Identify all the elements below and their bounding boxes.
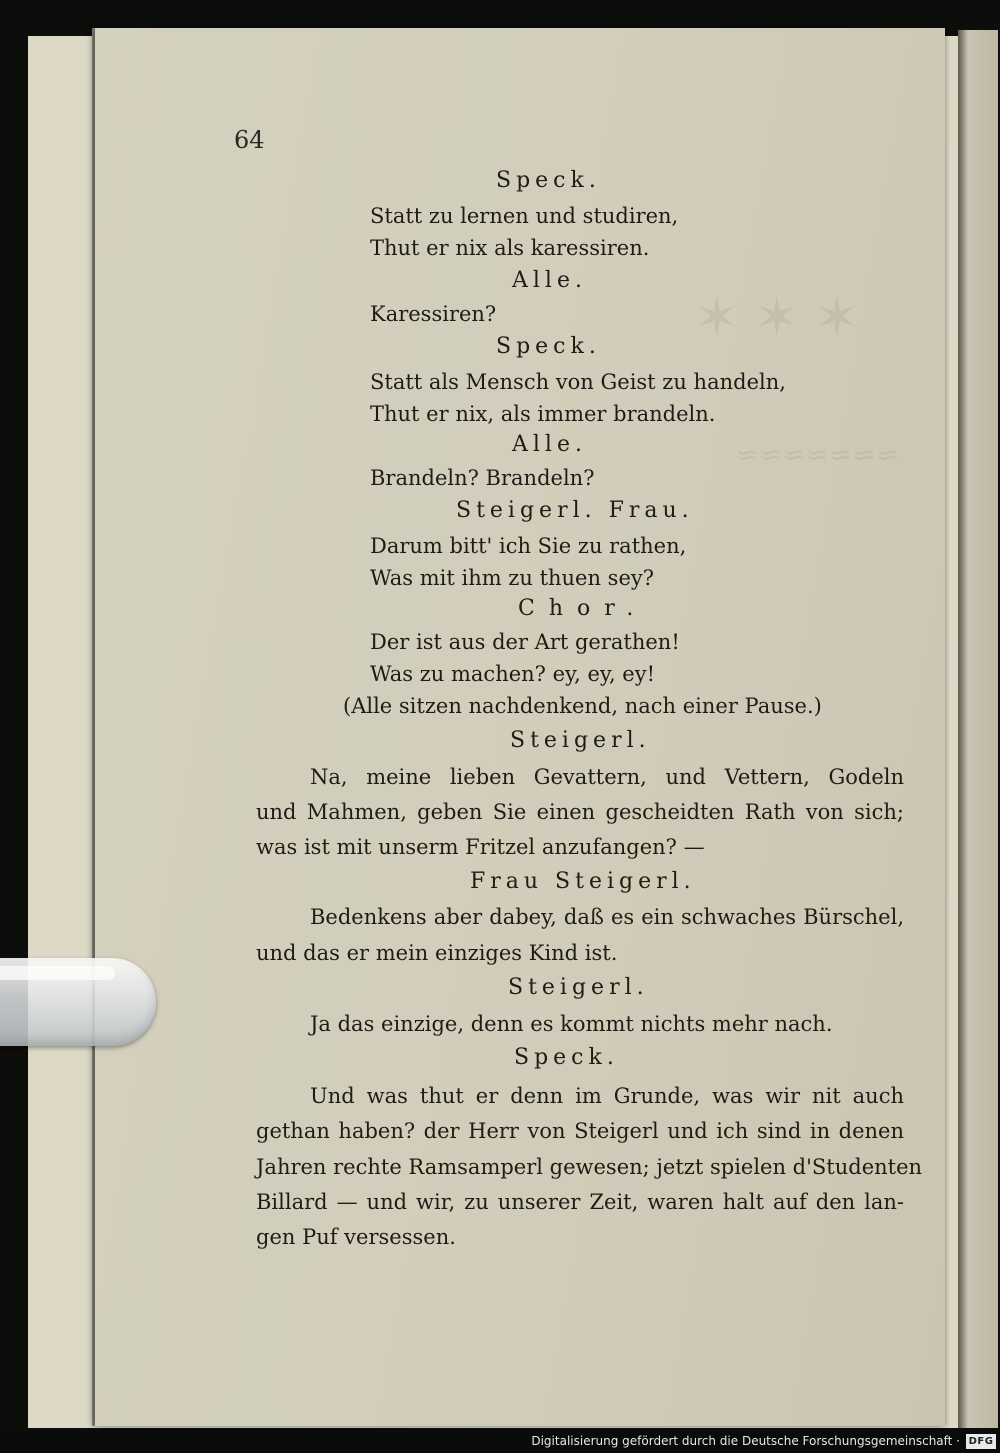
prose-line: und Mahmen, geben Sie einen gescheidten Rath von sich;: [256, 800, 904, 824]
verse-line: Karessiren?: [370, 302, 497, 326]
prose-line: Bedenkens aber dabey, daß es ein schwaches Bürschel,: [310, 905, 904, 929]
clip-highlight: [0, 966, 115, 980]
prose-line: was ist mit unserm Fritzel anzufangen? —: [256, 835, 705, 859]
page-holder-clip: [0, 958, 156, 1046]
prose-line: gen Puf versessen.: [256, 1225, 456, 1249]
bleed-through: ≈≈≈≈≈≈≈: [735, 438, 900, 471]
facing-page-edge: [958, 30, 998, 1428]
speaker-heading: Speck.: [496, 168, 601, 193]
speaker-heading: Speck.: [496, 334, 601, 359]
prose-line: Ja das einzige, denn es kommt nichts mehr nach.: [310, 1012, 833, 1036]
verse-line: Statt zu lernen und studiren,: [370, 204, 679, 228]
verse-line: Statt als Mensch von Geist zu handeln,: [370, 370, 786, 394]
page-number: 64: [234, 126, 265, 154]
footer-credit: Digitalisierung gefördert durch die Deutsche Forschungsgemeinschaft ·: [531, 1434, 960, 1448]
verse-line: Brandeln? Brandeln?: [370, 466, 595, 490]
speaker-heading: Steigerl. Frau.: [456, 498, 694, 523]
prose-line: Na, meine lieben Gevattern, und Vettern, Godeln: [310, 765, 904, 789]
prose-line: Und was thut er denn im Grunde, was wir nit auch: [310, 1084, 904, 1108]
speaker-heading: Steigerl.: [510, 728, 651, 753]
verse-line: Was zu machen? ey, ey, ey!: [370, 662, 656, 686]
prose-line: gethan haben? der Herr von Steigerl und ich sind in denen: [256, 1119, 904, 1143]
verse-line: Darum bitt' ich Sie zu rathen,: [370, 534, 687, 558]
speaker-heading: Alle.: [512, 268, 587, 293]
dfg-logo-icon: DFG: [966, 1434, 996, 1449]
prose-line: Billard — und wir, zu unserer Zeit, waren halt auf den lan-: [256, 1190, 904, 1214]
speaker-heading: Speck.: [514, 1045, 619, 1070]
verse-line: Was mit ihm zu thuen sey?: [370, 566, 655, 590]
speaker-heading: Frau Steigerl.: [470, 869, 696, 894]
bleed-through: ✶ ✶ ✶: [695, 288, 859, 348]
prose-line: und das er mein einziges Kind ist.: [256, 941, 618, 965]
verse-line: Thut er nix als karessiren.: [370, 236, 650, 260]
footer-bar: [0, 1431, 1000, 1453]
stage-direction: (Alle sitzen nachdenkend, nach einer Pause.): [343, 694, 822, 718]
prose-line: Jahren rechte Ramsamperl gewesen; jetzt spielen d'Studenten: [256, 1155, 923, 1179]
verse-line: Der ist aus der Art gerathen!: [370, 630, 680, 654]
speaker-heading: Alle.: [512, 432, 587, 457]
speaker-heading: Chor.: [518, 596, 648, 621]
speaker-heading: Steigerl.: [508, 975, 649, 1000]
verse-line: Thut er nix, als immer brandeln.: [370, 402, 716, 426]
